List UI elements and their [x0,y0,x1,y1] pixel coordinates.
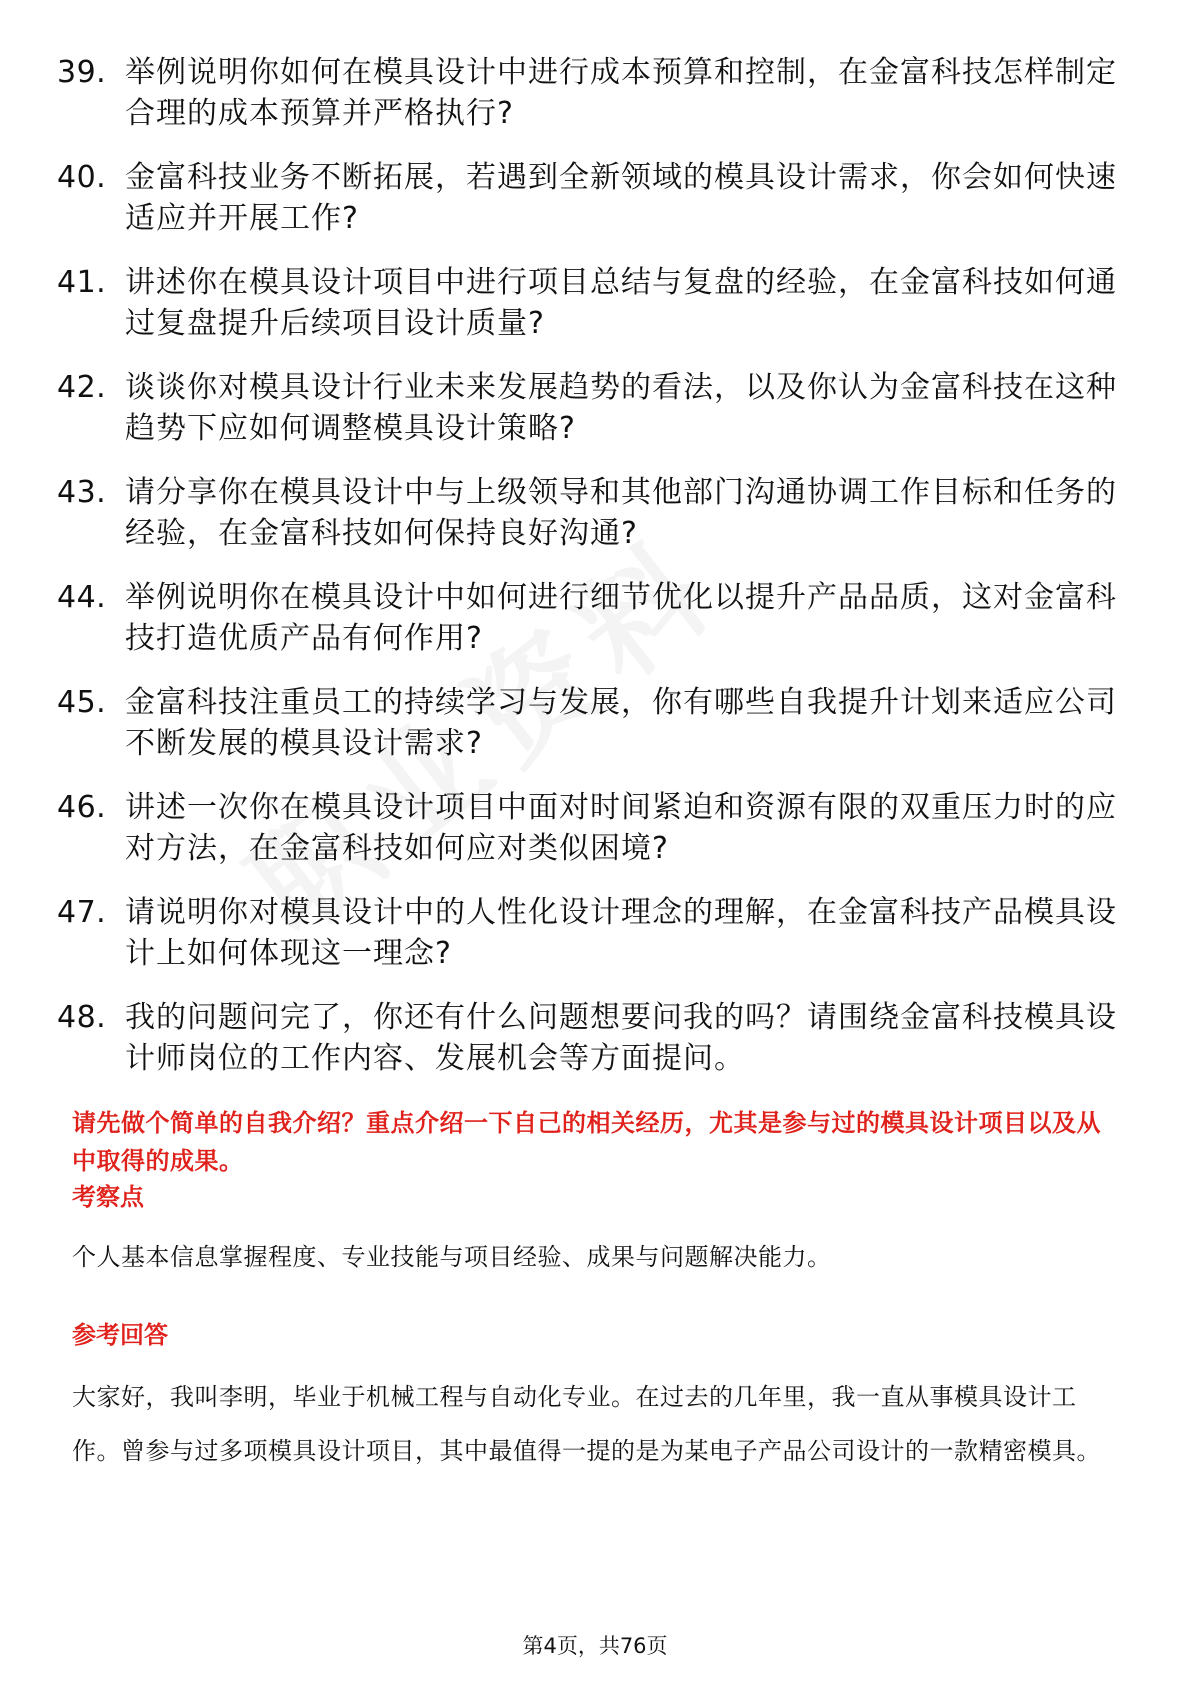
question-item [57,577,1127,659]
question-number: 41. [57,265,107,300]
question-number: 48. [57,1000,107,1035]
question-item [57,157,1127,239]
question-item [57,472,1127,554]
question-list [57,52,1127,1102]
page-footer: 第4页，共76页 [522,1634,668,1658]
question-item [57,52,1127,134]
highlight-question: 请先做个简单的自我介绍？重点介绍一下自己的相关经历，尤其是参与过的模具设计项目以及从中取得的成果。 [72,1109,1101,1175]
question-number: 40. [57,160,107,195]
question-item [57,367,1127,449]
question-item [57,787,1127,869]
question-text: 讲述一次你在模具设计项目中面对时间紧迫和资源有限的双重压力时的应对方法，在金富科技如何应对类似困境? [125,790,1117,866]
section-text-answer: 大家好，我叫李明，毕业于机械工程与自动化专业。在过去的几年里，我一直从事模具设计工作。曾参与过多项模具设计项目，其中最值得一提的是为某电子产品公司设计的一款精密模具。 [72,1383,1101,1465]
question-text: 讲述你在模具设计项目中进行项目总结与复盘的经验，在金富科技如何通过复盘提升后续项目设计质量? [125,265,1117,341]
section-title-points: 考察点 [72,1183,144,1211]
question-item [57,682,1127,764]
question-text: 谈谈你对模具设计行业未来发展趋势的看法，以及你认为金富科技在这种趋势下应如何调整模具设计策略? [125,370,1117,446]
question-number: 39. [57,55,107,90]
question-item [57,262,1127,344]
question-number: 42. [57,370,107,405]
question-text: 请分享你在模具设计中与上级领导和其他部门沟通协调工作目标和任务的经验，在金富科技如何保持良好沟通? [125,475,1117,551]
question-text: 我的问题问完了，你还有什么问题想要问我的吗？请围绕金富科技模具设计师岗位的工作内容、发展机会等方面提问。 [125,1000,1117,1076]
question-number: 43. [57,475,107,510]
question-text: 金富科技业务不断拓展，若遇到全新领域的模具设计需求，你会如何快速适应并开展工作? [125,160,1117,236]
question-number: 45. [57,685,107,720]
question-item [57,997,1127,1079]
question-number: 47. [57,895,107,930]
question-number: 44. [57,580,107,615]
section-title-answer: 参考回答 [72,1321,168,1349]
question-text: 举例说明你在模具设计中如何进行细节优化以提升产品品质，这对金富科技打造优质产品有何作用? [125,580,1117,656]
question-text: 举例说明你如何在模具设计中进行成本预算和控制，在金富科技怎样制定合理的成本预算并严格执行? [125,55,1117,131]
question-number: 46. [57,790,107,825]
section-text-points: 个人基本信息掌握程度、专业技能与项目经验、成果与问题解决能力。 [72,1243,832,1271]
question-text: 金富科技注重员工的持续学习与发展，你有哪些自我提升计划来适应公司不断发展的模具设计需求? [125,685,1117,761]
question-item [57,892,1127,974]
question-text: 请说明你对模具设计中的人性化设计理念的理解，在金富科技产品模具设计上如何体现这一理念? [125,895,1117,971]
